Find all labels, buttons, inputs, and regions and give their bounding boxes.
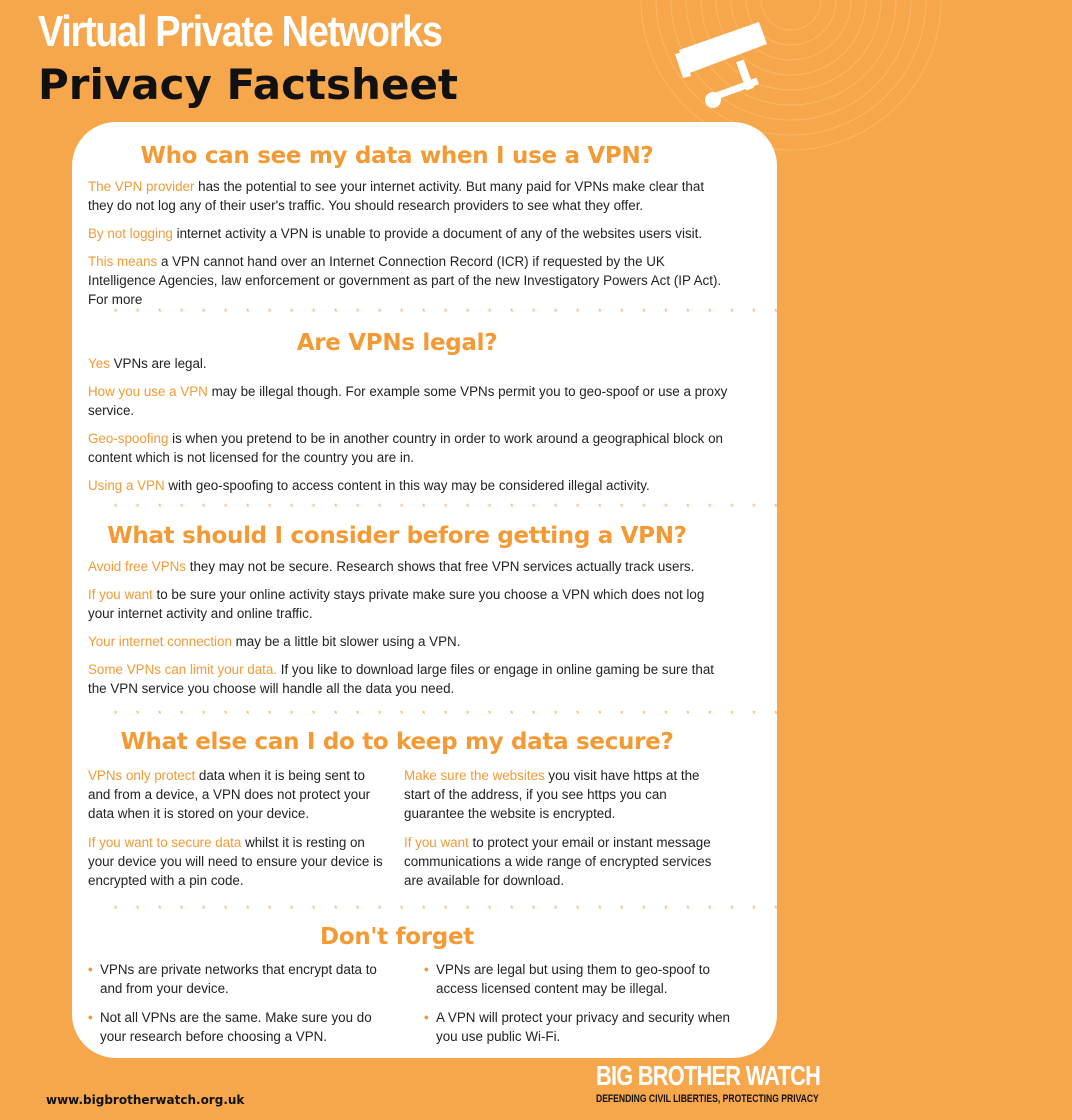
paragraph xyxy=(88,660,728,698)
paragraph-text: with geo-spoofing to access content in this way may be considered illegal activity. xyxy=(164,478,650,493)
paragraph xyxy=(88,557,728,576)
section-consider-body xyxy=(88,557,728,707)
paragraph xyxy=(88,766,388,823)
paragraph-text: is when you pretend to be in another country in order to work around a geographical block on content which is not licensed for the country you are in. xyxy=(88,431,723,465)
highlight-text: By not logging xyxy=(88,226,173,241)
paragraph xyxy=(88,476,728,495)
paragraph xyxy=(88,224,728,243)
list-item: • Not all VPNs are the same. Make sure you do your research before choosing a VPN. xyxy=(88,1008,398,1046)
highlight-text: Yes xyxy=(88,356,110,371)
highlight-text: If you want xyxy=(88,587,153,602)
forget-list-left xyxy=(88,960,398,1056)
paragraph-text: to protect your email or instant message communications a wide range of encrypted services are available for download. xyxy=(404,835,712,888)
logo-name: BIG BROTHER WATCH xyxy=(596,1060,821,1091)
paragraph-text: you visit have https at the start of the address, if you see https you can guarantee the website is encrypted. xyxy=(404,768,700,821)
highlight-text: If you want xyxy=(404,835,469,850)
highlight-text: VPNs only protect xyxy=(88,768,196,783)
highlight-text: Using a VPN xyxy=(88,478,165,493)
highlight-text: Make sure the websites xyxy=(404,768,545,783)
paragraph-text: If you like to download large files or engage in online gaming be sure that the VPN service you choose will handle all the data you need. xyxy=(88,662,715,696)
list-item: • VPNs are private networks that encrypt data to and from your device. xyxy=(88,960,398,998)
paragraph-text: a VPN cannot hand over an Internet Connection Record (ICR) if requested by the UK Intelligence Agencies, law enforcement or government as part of the new Investigatory Powers Act (IP Act). For more xyxy=(88,254,722,307)
section-secure-right xyxy=(404,766,724,900)
paragraph xyxy=(88,833,388,890)
section-secure-left xyxy=(88,766,388,900)
cctv-camera-decoration xyxy=(591,0,791,130)
list-item: • A VPN will protect your privacy and security when you use public Wi-Fi. xyxy=(424,1008,734,1046)
section-heading-secure: What else can I do to keep my data secure? xyxy=(120,729,674,755)
highlight-text: Some VPNs can limit your data. xyxy=(88,662,278,677)
paragraph-text: internet activity a VPN is unable to provide a document of any of the websites users visit. xyxy=(172,226,703,241)
page-subtitle: Privacy Factsheet xyxy=(38,60,458,109)
section-heading-legal: Are VPNs legal? xyxy=(296,330,498,356)
paragraph xyxy=(88,177,728,215)
paragraph xyxy=(88,382,728,420)
logo-tagline: DEFENDING CIVIL LIBERTIES, PROTECTING PRIVACY xyxy=(596,1093,819,1105)
paragraph-text: has the potential to see your internet activity. But many paid for VPNs make clear that they do not log any of their user's traffic. You should research providers to see what they offer. xyxy=(88,179,705,213)
paragraph xyxy=(88,585,728,623)
paragraph-text: whilst it is resting on your device you will need to ensure your device is encrypted with a pin code. xyxy=(88,835,383,888)
paragraph-text: may be illegal though. For example some VPNs permit you to geo-spoof or use a proxy service. xyxy=(88,384,728,418)
section-heading-forget: Don't forget xyxy=(320,924,474,950)
paragraph xyxy=(88,252,728,309)
highlight-text: How you use a VPN xyxy=(88,384,208,399)
paragraph xyxy=(404,766,724,823)
paragraph-text: they may not be secure. Research shows that free VPN services actually track users. xyxy=(186,559,695,574)
separator: * * * * * * * * * * * * * * * * * * * * * * * * * * * * * * * * * * * * * * * * * * * * xyxy=(114,502,1072,512)
highlight-text: If you want to secure data xyxy=(88,835,242,850)
paragraph xyxy=(404,833,724,890)
page-title: Virtual Private Networks xyxy=(38,7,442,56)
separator: * * * * * * * * * * * * * * * * * * * * * * * * * * * * * * * * * * * * * * * * * * * * xyxy=(114,904,1072,914)
section-heading-who: Who can see my data when I use a VPN? xyxy=(140,143,654,169)
highlight-text: The VPN provider xyxy=(88,179,195,194)
paragraph-text: may be a little bit slower using a VPN. xyxy=(231,634,461,649)
paragraph-text: to be sure your online activity stays private make sure you choose a VPN which does not log your internet activity and online traffic. xyxy=(88,587,705,621)
list-item: • VPNs are legal but using them to geo-spoof to access licensed content may be illegal. xyxy=(424,960,734,998)
paragraph-text: VPNs are legal. xyxy=(109,356,207,371)
section-legal-body xyxy=(88,354,728,504)
separator: * * * * * * * * * * * * * * * * * * * * * * * * * * * * * * * * * * * * * * * * * * * * xyxy=(114,709,1072,719)
section-heading-consider: What should I consider before getting a VPN? xyxy=(107,523,687,549)
highlight-text: Your internet connection xyxy=(88,634,232,649)
paragraph-text: data when it is being sent to and from a device, a VPN does not protect your data when it is stored on your device. xyxy=(88,768,371,821)
paragraph xyxy=(88,429,728,467)
cctv-camera-icon xyxy=(591,0,791,130)
highlight-text: Geo-spoofing xyxy=(88,431,169,446)
highlight-text: Avoid free VPNs xyxy=(88,559,186,574)
forget-list-right xyxy=(424,960,734,1056)
paragraph xyxy=(88,354,728,373)
separator: * * * * * * * * * * * * * * * * * * * * * * * * * * * * * * * * * * * * * * * * * * * * xyxy=(114,307,1072,317)
highlight-text: This means xyxy=(88,254,158,269)
website-link[interactable]: www.bigbrotherwatch.org.uk xyxy=(46,1093,245,1107)
paragraph xyxy=(88,632,728,651)
section-who-body xyxy=(88,177,1072,318)
